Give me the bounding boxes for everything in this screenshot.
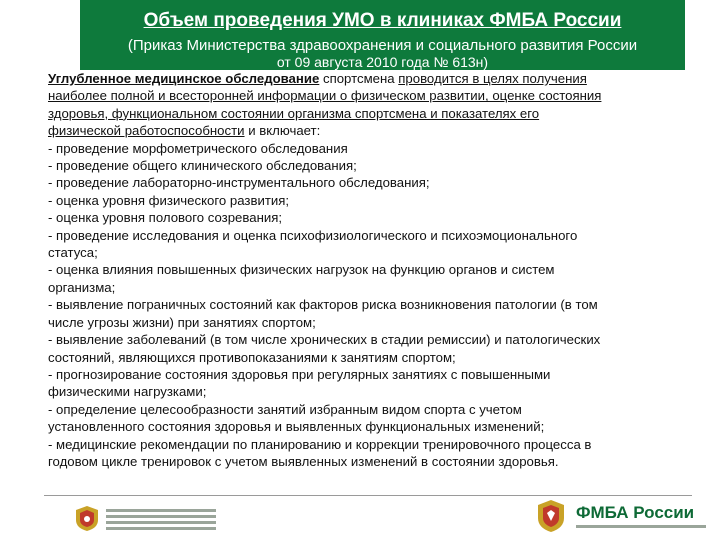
slide-header <box>80 0 685 70</box>
intro-term: Углубленное медицинское обследование <box>48 71 320 86</box>
list-item: - проведение исследования и оценка психофизиологического и психоэмоционального <box>48 227 578 243</box>
left-strip <box>0 0 80 70</box>
list-item: - оценка уровня физического развития; <box>48 192 290 208</box>
list-item: - проведение общего клинического обследования; <box>48 158 357 174</box>
intro-text: и включает: <box>244 123 321 139</box>
slide-subtitle-line-2: от 09 августа 2010 года № 613н) <box>276 54 489 70</box>
slide-title: Объем проведения УМО в клиниках ФМБА России <box>143 10 622 31</box>
footer-logo-left <box>68 500 228 536</box>
list-item: - прогнозирование состояния здоровья при регулярных занятиях с повышенными <box>48 366 551 382</box>
intro-text: спортсмена <box>319 71 399 86</box>
intro-line-2: наиболее полной и всесторонней информации о физическом развитии, оценке состояния <box>48 88 602 104</box>
brand-caption <box>576 525 706 528</box>
list-item: - оценка влияния повышенных физических нагрузок на функцию органов и систем <box>48 262 555 278</box>
list-item-continuation: числе угрозы жизни) при занятиях спортом; <box>48 314 316 330</box>
footer-divider <box>44 495 692 496</box>
list-item: - проведение лабораторно-инструментального обследования; <box>48 175 430 191</box>
list-item-continuation: годовом цикле тренировок с учетом выявленных изменений в состоянии здоровья. <box>48 453 559 469</box>
brand-name: ФМБА России <box>576 503 695 522</box>
footer-logo-right <box>530 497 710 539</box>
emblem-left-icon <box>74 504 100 532</box>
list-item-continuation: состояний, являющихся противопоказаниями к занятиям спортом; <box>48 349 456 365</box>
emblem-right-icon <box>536 499 566 533</box>
list-item: - определение целесообразности занятий избранным видом спорта с учетом <box>48 401 522 417</box>
list-item-continuation: статуса; <box>48 245 98 261</box>
list-item: - оценка уровня полового созревания; <box>48 210 283 226</box>
list-item: - выявление заболеваний (в том числе хронических в стадии ремиссии) и патологических <box>48 332 601 348</box>
list-item-continuation: организма; <box>48 279 116 295</box>
intro-line-3: здоровья, функциональном состоянии организма спортсмена и показателях его <box>48 105 540 121</box>
list-item: - медицинские рекомендации по планированию и коррекции тренировочного процесса в <box>48 436 592 452</box>
intro-line-1 <box>48 70 688 87</box>
body-text <box>48 70 688 470</box>
intro-text-underlined: физической работоспособности <box>48 123 245 139</box>
list-item: - проведение морфометрического обследования <box>48 140 348 156</box>
list-item: - выявление пограничных состояний как факторов риска возникновения патологии (в том <box>48 297 598 313</box>
footer-left-caption <box>106 509 216 533</box>
list-item-continuation: установленного состояния здоровья и выявленных функциональных изменений; <box>48 419 545 435</box>
list-item-continuation: физическими нагрузками; <box>48 384 207 400</box>
items-list <box>48 140 688 471</box>
intro-line-4 <box>48 122 688 139</box>
intro-text-underlined: проводится в целях получения <box>398 71 587 86</box>
slide-subtitle-line-1: (Приказ Министерства здравоохранения и социального развития России <box>127 37 638 54</box>
right-strip <box>685 0 720 70</box>
